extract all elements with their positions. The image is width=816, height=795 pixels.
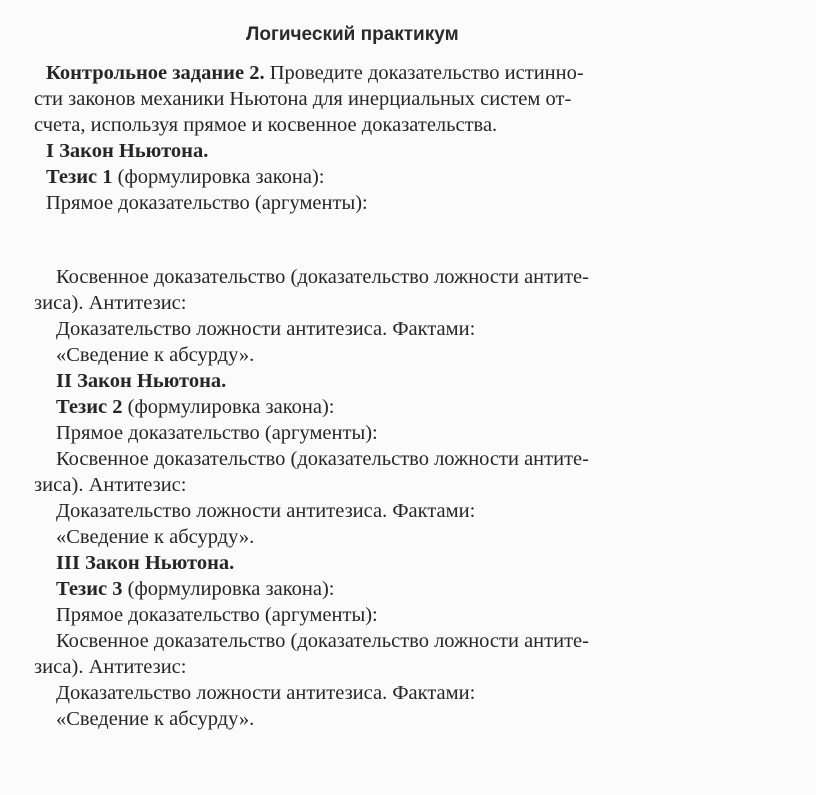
thesis-2: Тезис 2 (формулировка закона): [56, 396, 335, 418]
reductio-2: «Сведение к абсурду». [56, 526, 255, 548]
task-label: Контрольное задание 2. [46, 62, 265, 84]
indirect-proof-1-line-2: зиса). Антитезис: [34, 292, 187, 314]
direct-proof-2: Прямое доказательство (аргументы): [56, 422, 378, 444]
indirect-proof-2-line-2: зиса). Антитезис: [34, 474, 187, 496]
law-2-heading: II Закон Ньютона. [56, 370, 227, 392]
falsity-proof-3: Доказательство ложности антитезиса. Фактами: [56, 682, 476, 704]
running-head: Логический практикум [246, 24, 459, 45]
falsity-proof-2: Доказательство ложности антитезиса. Фактами: [56, 500, 476, 522]
reductio-1: «Сведение к абсурду». [56, 344, 255, 366]
thesis-1: Тезис 1 (формулировка закона): [46, 166, 325, 188]
falsity-proof-1: Доказательство ложности антитезиса. Фактами: [56, 318, 476, 340]
indirect-proof-3-line-1: Косвенное доказательство (доказательство ложности антите- [56, 630, 589, 652]
direct-proof-3: Прямое доказательство (аргументы): [56, 604, 378, 626]
indirect-proof-1-line-1: Косвенное доказательство (доказательство ложности антите- [56, 266, 589, 288]
reductio-3: «Сведение к абсурду». [56, 708, 255, 730]
law-3-heading: III Закон Ньютона. [56, 552, 235, 574]
indirect-proof-3-line-2: зиса). Антитезис: [34, 656, 187, 678]
task-line-2: сти законов механики Ньютона для инерциальных систем от- [34, 88, 572, 110]
indirect-proof-2-line-1: Косвенное доказательство (доказательство ложности антите- [56, 448, 589, 470]
thesis-3: Тезис 3 (формулировка закона): [56, 578, 335, 600]
task-line-1: Контрольное задание 2. Проведите доказательство истинно- [46, 62, 584, 84]
law-1-heading: I Закон Ньютона. [46, 140, 209, 162]
task-line-3: счета, используя прямое и косвенное доказательства. [34, 114, 498, 136]
direct-proof-1: Прямое доказательство (аргументы): [46, 192, 368, 214]
